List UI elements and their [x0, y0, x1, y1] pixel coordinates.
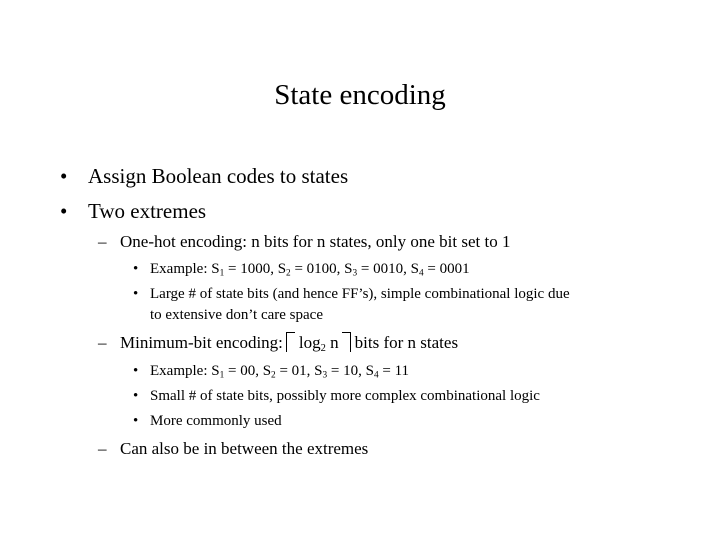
subitem-minimum-bit — [0, 332, 720, 354]
bullet-marker: • — [133, 388, 139, 404]
bullet-assign-codes — [0, 163, 720, 189]
bullet-two-extremes — [0, 198, 720, 224]
example-text: Example: $S_1 = 00$, $S_2 = 01$, $S_3 = 10$, $S_4 = 11$ — [150, 363, 410, 381]
bullet-text: Assign Boolean codes to states — [88, 164, 349, 188]
one-hot-example — [0, 259, 720, 279]
subitem-in-between — [0, 438, 720, 460]
note-text-line2: to extensive don’t care space — [150, 307, 323, 323]
subitem-text: Can also be in between the extremes — [120, 439, 369, 458]
example-text: Example: $S_1 = 1000$, $S_2 = 0100$, $S_3 = 0010$, $S_4 = 0001$ — [150, 261, 470, 279]
bullet-marker: • — [133, 413, 139, 429]
note-text: More commonly used — [150, 413, 282, 429]
ceiling-left-bracket — [286, 332, 295, 352]
dash-marker: – — [98, 232, 107, 251]
ceiling-right-bracket — [342, 332, 351, 352]
min-bit-note-2 — [0, 411, 720, 431]
note-text-line1: Large # of state bits (and hence FF’s), simple combinational logic due — [150, 286, 570, 302]
note-text: Small # of state bits, possibly more complex combinational logic — [150, 388, 540, 404]
min-bit-example — [0, 361, 720, 381]
bullet-marker: • — [133, 363, 139, 379]
subitem-one-hot — [0, 231, 720, 253]
bullet-marker: • — [60, 199, 68, 223]
bullet-marker: • — [133, 261, 139, 277]
slide-title: State encoding — [274, 79, 446, 111]
bullet-text: Two extremes — [88, 199, 207, 223]
bullet-marker: • — [133, 286, 139, 302]
dash-marker: – — [98, 439, 107, 458]
min-bit-note-1 — [0, 386, 720, 406]
dash-marker: – — [98, 333, 107, 352]
bullet-marker: • — [60, 164, 68, 188]
subitem-text: Minimum-bit encoding: $\log_2 n$ bits for n states — [120, 333, 459, 354]
one-hot-note — [0, 284, 720, 304]
one-hot-note-continued — [0, 305, 720, 325]
subitem-text: One-hot encoding: n bits for n states, only one bit set to 1 — [120, 232, 511, 251]
